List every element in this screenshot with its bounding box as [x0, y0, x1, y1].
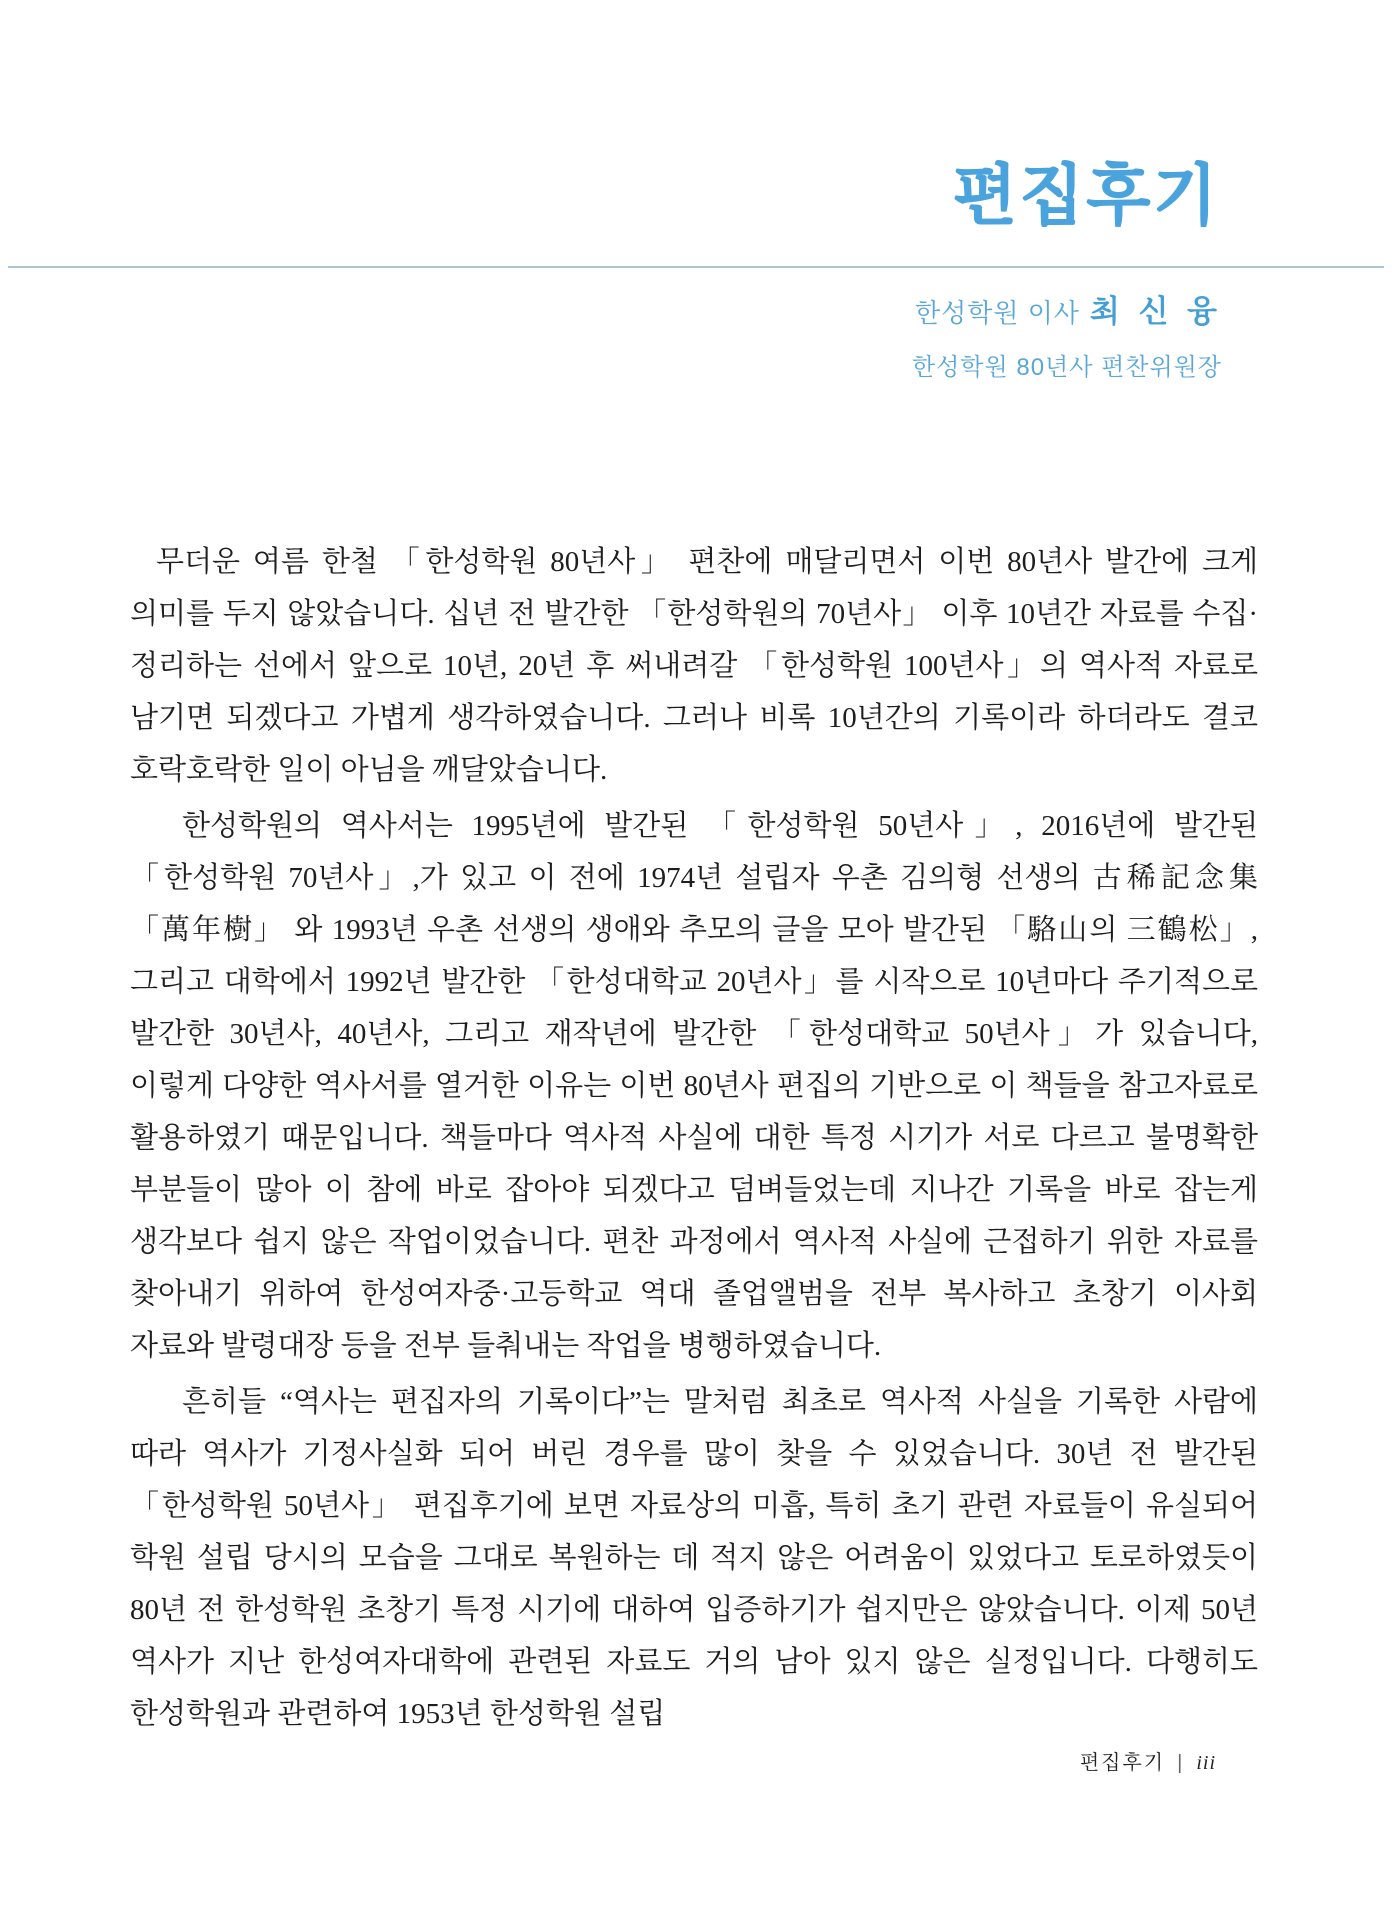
footer-divider: |: [1177, 1752, 1185, 1774]
byline-line-1: [912, 286, 1222, 331]
footer-page-number: iii: [1196, 1752, 1216, 1774]
byline-name: 최 신 융: [1089, 294, 1222, 329]
byline: [912, 286, 1222, 382]
page-footer: [1080, 1746, 1216, 1775]
page-title: 편집후기: [952, 158, 1220, 232]
body-paragraph: 흔히들 “역사는 편집자의 기록이다”는 말처럼 최초로 역사적 사실을 기록한 사람에 따라 역사가 기정사실화 되어 버린 경우를 많이 찾을 수 있었습니다. 30년 전 발간된 「한성학원 50년사」 편집후기에 보면 자료상의 미흡, 특히 초기 관련 자료들이 유실되어 학원 설립 당시의 모습을 그대로 복원하는 데 적지 않은 어려움이 있었다고 토로하였듯이 80년 전 한성학원 초창기 특정 시기에 대하여 입증하기가 쉽지만은 않았습니다. 이제 50년 역사가 지난 한성여자대학에 관련된 자료도 거의 남아 있지 않은 실정입니다. 다행히도 한성학원과 관련하여 1953년 한성학원 설립: [130, 1386, 1258, 1730]
body-paragraph: 무더운 여름 한철 「한성학원 80년사」 편찬에 매달리면서 이번 80년사 발간에 크게 의미를 두지 않았습니다. 십년 전 발간한 「한성학원의 70년사」 이후 10년간 자료를 수집· 정리하는 선에서 앞으로 10년, 20년 후 써내려갈 「한성학원 100년사」의 역사적 자료로 남기면 되겠다고 가볍게 생각하였습니다. 그러나 비록 10년간의 기록이라 하더라도 결코 호락호락한 일이 아님을 깨달았습니다.: [130, 546, 1258, 786]
byline-role: 한성학원 이사: [915, 298, 1080, 328]
byline-affiliation: 한성학원 80년사 편찬위원장: [911, 354, 1222, 381]
footer-section-label: 편집후기: [1079, 1752, 1166, 1774]
body-text: [130, 536, 1258, 1740]
title-divider-rule: [8, 266, 1384, 268]
body-paragraph: 한성학원의 역사서는 1995년에 발간된 「한성학원 50년사」, 2016년에 발간된 「한성학원 70년사」,가 있고 이 전에 1974년 설립자 우촌 김의형 선생의 古稀記念集 「萬年樹」 와 1993년 우촌 선생의 생애와 추모의 글을 모아 발간된 「駱山의 三鶴松」, 그리고 대학에서 1992년 발간한 「한성대학교 20년사」를 시작으로 10년마다 주기적으로 발간한 30년사, 40년사, 그리고 재작년에 발간한 「한성대학교 50년사」가 있습니다, 이렇게 다양한 역사서를 열거한 이유는 이번 80년사 편집의 기반으로 이 책들을 참고자료로 활용하였기 때문입니다. 책들마다 역사적 사실에 대한 특정 시기가 서로 다르고 불명확한 부분들이 많아 이 참에 바로 잡아야 되겠다고 덤벼들었는데 지나간 기록을 바로 잡는게 생각보다 쉽지 않은 작업이었습니다. 편찬 과정에서 역사적 사실에 근접하기 위한 자료를 찾아내기 위하여 한성여자중·고등학교 역대 졸업앨범을 전부 복사하고 초창기 이사회 자료와 발령대장 등을 전부 들춰내는 작업을 병행하였습니다.: [130, 810, 1258, 1362]
